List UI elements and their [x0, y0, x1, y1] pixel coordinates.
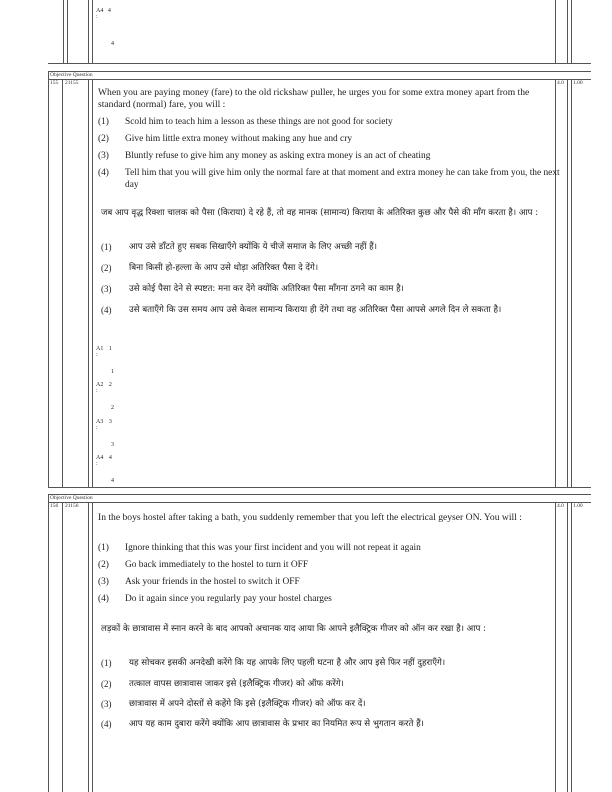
grid-line [48, 487, 591, 488]
question-number: 156 [50, 503, 59, 509]
option-number: (1) [98, 543, 109, 553]
grid-line [63, 0, 64, 63]
option-text: छात्रावास में अपने दोस्तों से कहेंगे कि इसे (इलैक्ट्रिक गीजर) को ऑफ कर दें। [129, 699, 366, 709]
answer-colon: : [96, 14, 98, 20]
grid-line [48, 494, 49, 792]
answer-colon: : [96, 461, 98, 467]
answer-label: A2 [96, 382, 104, 388]
answer-option-a2 [96, 382, 112, 394]
option-text: उसे बताएँगे कि उस समय आप उसे केवल सामान्य किराया ही देंगे तथा वह अतिरिक्त पैसा आपसे अगले दिन ले सकता है। [129, 305, 502, 315]
answer-value: 4 [108, 455, 112, 461]
answer-label: A1 [96, 346, 104, 352]
answer-text: 4 [111, 41, 114, 47]
answer-colon: : [96, 425, 98, 431]
grid-line [48, 79, 591, 80]
grid-line [48, 71, 49, 487]
grid-line [88, 0, 89, 63]
option-number: (1) [98, 117, 109, 127]
answer-text: 2 [111, 405, 114, 411]
option-text: उसे कोई पैसा देने से स्पष्टत: मना कर देंगे क्योंकि अतिरिक्त पैसा माँगना ठगने का काम है। [129, 284, 404, 294]
grid-line [571, 502, 572, 792]
option-number: (3) [101, 284, 112, 294]
question-id: 21155 [65, 80, 79, 86]
answer-option-a3 [96, 419, 112, 431]
section-label: Objective Question [50, 72, 93, 78]
option-number: (3) [98, 151, 109, 161]
answer-text: 1 [111, 369, 114, 375]
question-text-en: When you are paying money (fare) to the old rickshaw puller, he urges you for some extra money apart from the standard (normal) fare, you will : [98, 87, 530, 110]
answer-label: A3 [96, 419, 104, 425]
option-number: (2) [98, 560, 109, 570]
option-text: यह सोचकर इसकी अनदेखी करेंगे कि यह आपके लिए पहली घटना है और आप इसे फिर नहीं दुहराएँगे। [129, 658, 446, 668]
grid-line [48, 502, 591, 503]
answer-value: 2 [108, 382, 112, 388]
grid-line [571, 0, 572, 63]
question-negative-marks: 1.00 [573, 80, 583, 86]
option-text: Tell him that you will give him only the normal fare at that moment and extra money he can take from you, the next day [125, 168, 560, 190]
answer-text: 3 [111, 442, 114, 448]
question-marks: 4.0 [557, 503, 564, 509]
answer-option-a4 [96, 455, 112, 467]
grid-line [88, 79, 89, 487]
grid-line [92, 502, 93, 792]
grid-line [48, 494, 591, 495]
grid-line [67, 0, 68, 63]
option-number: (4) [98, 594, 109, 604]
grid-line [62, 502, 63, 792]
answer-colon: : [96, 352, 98, 358]
option-number: (1) [101, 242, 112, 252]
option-text: Give him little extra money without making any hue and cry [125, 134, 353, 144]
option-text: Go back immediately to the hostel to turn it OFF [125, 560, 309, 570]
question-number: 155 [50, 80, 59, 86]
option-text: Ignore thinking that this was your first incident and you will not repeat it again [125, 543, 421, 553]
grid-line [62, 79, 63, 487]
option-text: Do it again since you regularly pay your hostel charges [125, 594, 332, 604]
grid-line [88, 502, 89, 792]
grid-line [48, 63, 591, 64]
answer-label: A4 [96, 8, 104, 14]
answer-label: A4 [96, 455, 104, 461]
grid-line [92, 0, 93, 63]
option-number: (3) [98, 577, 109, 587]
answer-option-a1 [96, 346, 112, 358]
grid-line [567, 502, 568, 792]
grid-line [567, 0, 568, 63]
grid-line [92, 79, 93, 487]
question-text-hi: जब आप वृद्ध रिक्शा चालक को पैसा (किराया) दे रहे हैं, तो वह मानक (सामान्य) किराया के अतिरिक्त कुछ और पैसे की माँग करता है। आप : [101, 208, 539, 218]
answer-value: 3 [108, 419, 112, 425]
option-text: Ask your friends in the hostel to switch it OFF [125, 577, 300, 587]
option-text: Scold him to teach him a lesson as these things are not good for society [125, 117, 393, 127]
question-text-hi: लड़कों के छात्रावास में स्नान करने के बाद आपको अचानक याद आया कि आपने इलैक्ट्रिक गीजर को ऑन कर रखा है। आप : [101, 624, 486, 634]
option-number: (1) [101, 658, 112, 668]
section-label: Objective Question [50, 495, 93, 501]
answer-value: 1 [108, 346, 112, 352]
answer-option-a4 [96, 8, 111, 20]
question-negative-marks: 1.00 [573, 503, 583, 509]
grid-line [567, 79, 568, 487]
option-text: बिना किसी हो-हल्ला के आप उसे थोड़ा अतिरिक्त पैसा दे देंगे। [129, 263, 319, 273]
option-text: आप यह काम दुबारा करेंगे क्योंकि आप छात्रावास के प्रभार का नियमित रूप से भुगतान करते हैं। [129, 719, 424, 729]
question-id: 21156 [65, 503, 79, 509]
option-number: (3) [101, 699, 112, 709]
grid-line [571, 79, 572, 487]
grid-line [555, 0, 556, 63]
grid-line [48, 71, 591, 72]
option-number: (4) [101, 305, 112, 315]
option-text: तत्काल वापस छात्रावास जाकर इसे (इलैक्ट्रिक गीजर) को ऑफ करेंगे। [129, 679, 344, 689]
option-number: (2) [101, 263, 112, 273]
answer-value: 4 [107, 8, 111, 14]
option-number: (2) [98, 134, 109, 144]
answer-colon: : [96, 388, 98, 394]
question-text-en: In the boys hostel after taking a bath, you suddenly remember that you left the electrical geyser ON. You will : [98, 512, 522, 523]
option-text: आप उसे डाँटते हुए सबक सिखाएँगे क्योंकि ये चीजें समाज के लिए अच्छी नहीं हैं। [129, 242, 377, 252]
option-number: (4) [98, 168, 109, 178]
option-number: (4) [101, 719, 112, 729]
answer-text: 4 [111, 478, 114, 484]
option-text: Bluntly refuse to give him any money as asking extra money is an act of cheating [125, 151, 431, 161]
option-number: (2) [101, 679, 112, 689]
question-marks: 4.0 [557, 80, 564, 86]
